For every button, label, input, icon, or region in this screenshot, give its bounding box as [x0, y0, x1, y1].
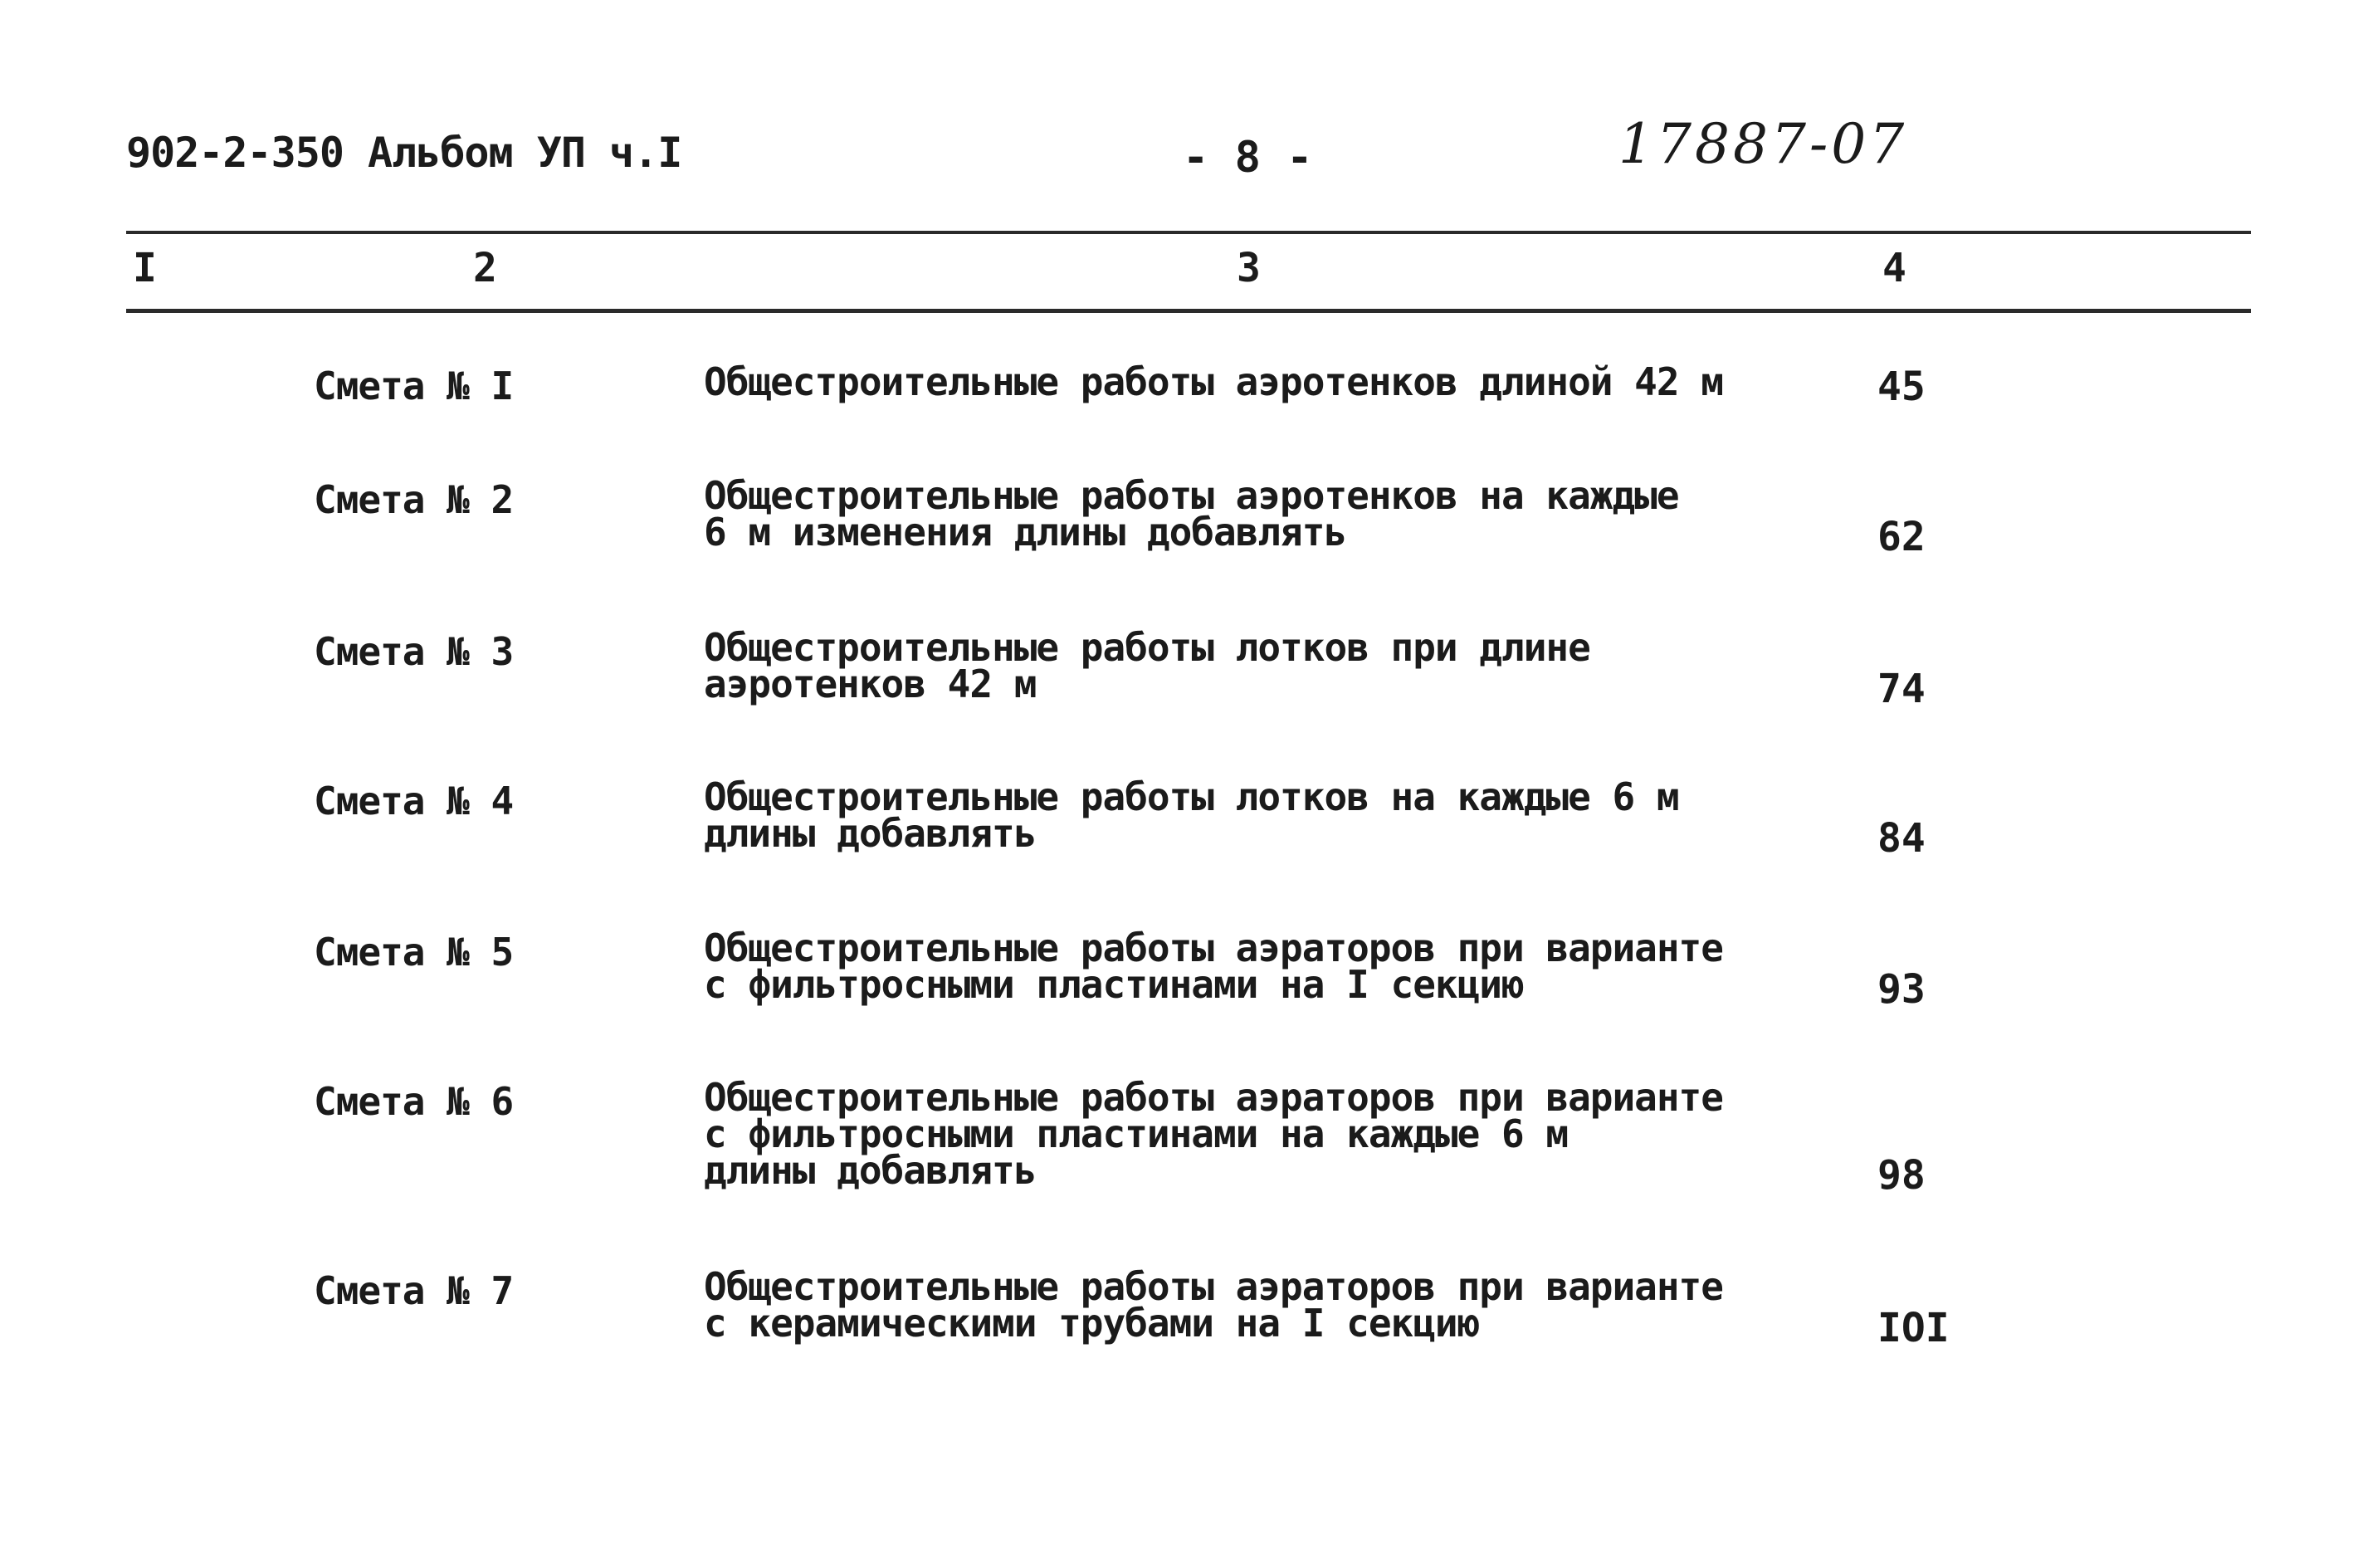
- page-number: - 8 -: [1183, 133, 1313, 183]
- estimate-page: 45: [1877, 364, 1926, 410]
- description-line: 6 м изменения длины добавлять: [704, 510, 1347, 554]
- description-line: с керамическими трубами на I секцию: [704, 1301, 1480, 1346]
- description-line: длины добавлять: [704, 1148, 1037, 1193]
- estimate-page: 84: [1877, 815, 1926, 862]
- estimate-description: [704, 359, 1841, 404]
- estimate-label: Смета № 5: [314, 930, 514, 975]
- estimate-description: [704, 1075, 1841, 1193]
- estimate-description: [704, 625, 1841, 706]
- column-header-3: 3: [1237, 245, 1261, 291]
- table-top-rule: [126, 231, 2251, 234]
- estimate-label: Смета № I: [314, 364, 514, 408]
- description-line: Общестроительные работы аэраторов при варианте: [704, 1075, 1723, 1120]
- estimate-description: [704, 926, 1841, 1007]
- description-line: Общестроительные работы аэраторов при варианте: [704, 1264, 1723, 1309]
- estimate-page: 93: [1877, 966, 1926, 1013]
- column-header-2: 2: [473, 245, 497, 291]
- document-code: 902-2-350 Альбом УП ч.I: [126, 129, 682, 177]
- estimate-page: 74: [1877, 666, 1926, 712]
- estimate-label: Смета № 4: [314, 779, 514, 823]
- estimate-page: 98: [1877, 1152, 1926, 1199]
- description-line: Общестроительные работы аэраторов при варианте: [704, 926, 1723, 970]
- description-line: Общестроительные работы лотков на каждые 6 м: [704, 774, 1679, 819]
- estimate-description: [704, 473, 1841, 554]
- column-header-4: 4: [1882, 245, 1906, 291]
- estimate-label: Смета № 7: [314, 1268, 514, 1313]
- description-line: с фильтросными пластинами на I секцию: [704, 962, 1524, 1007]
- description-line: длины добавлять: [704, 811, 1037, 856]
- description-line: Общестроительные работы аэротенков на каждые: [704, 473, 1679, 518]
- estimate-description: [704, 774, 1841, 856]
- description-line: с фильтросными пластинами на каждые 6 м: [704, 1111, 1569, 1156]
- estimate-label: Смета № 2: [314, 477, 514, 522]
- description-line: аэротенков 42 м: [704, 662, 1037, 706]
- table-header-rule: [126, 309, 2251, 313]
- estimate-description: [704, 1264, 1841, 1346]
- description-line: Общестроительные работы лотков при длине: [704, 625, 1590, 670]
- estimate-label: Смета № 3: [314, 629, 514, 674]
- estimate-label: Смета № 6: [314, 1079, 514, 1124]
- estimate-page: 62: [1877, 514, 1926, 560]
- estimate-page: IOI: [1877, 1305, 1950, 1351]
- column-header-1: I: [133, 245, 157, 291]
- description-line: Общестроительные работы аэротенков длиной 42 м: [704, 359, 1723, 404]
- handwritten-number: 17887-07: [1618, 112, 1908, 176]
